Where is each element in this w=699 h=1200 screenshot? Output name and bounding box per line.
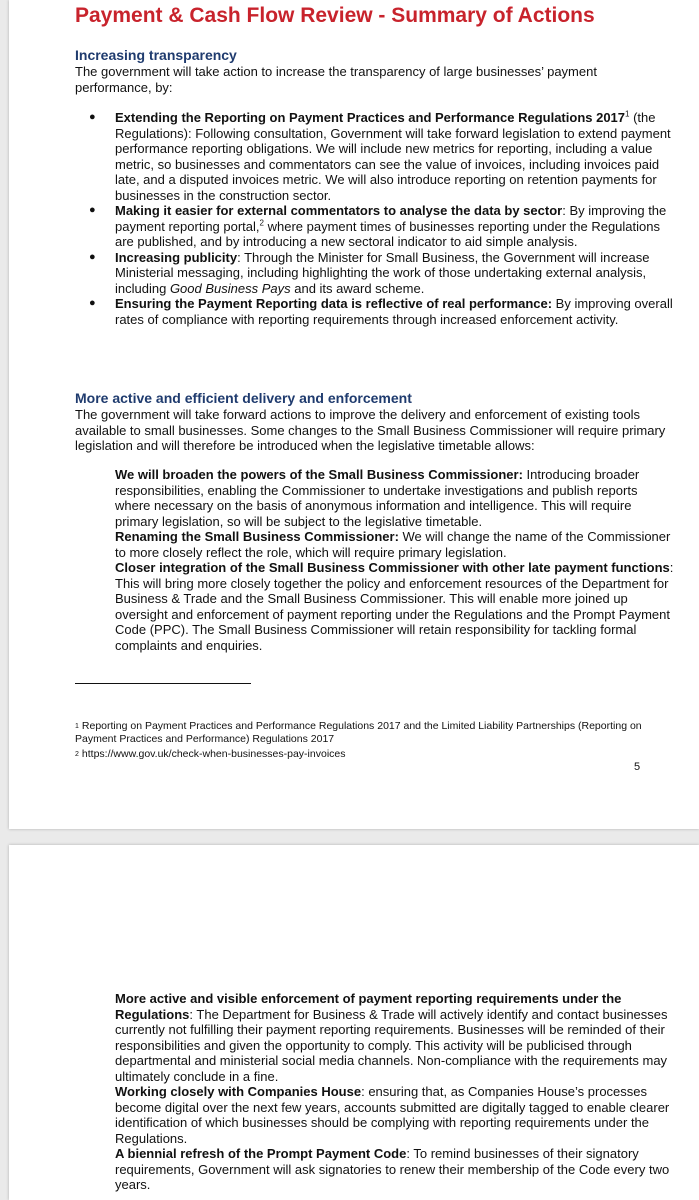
section-delivery-enforcement [75, 390, 675, 454]
item-bold-lead: Ensuring the Payment Reporting data is reflective of real performance: [115, 296, 553, 311]
footnote-ref: 2 [259, 218, 264, 228]
item-bold-lead: We will broaden the powers of the Small Business Commissioner: [115, 467, 523, 482]
section-intro: The government will take forward actions to improve the delivery and enforcement of existing tools available to small businesses. Some changes to the Small Business Commissioner will require primary legislation and will therefore be introduced when the legislative timetable allows: [75, 407, 666, 453]
list-item [75, 296, 675, 327]
list-item [75, 203, 675, 250]
footnote-text: Reporting on Payment Practices and Performance Regulations 2017 and the Limited Liability Partnerships (Reporting on Payment Practices and Performance) Regulations 2017 [75, 720, 642, 745]
transparency-bullet-list [75, 110, 675, 327]
item-bold-lead: A biennial refresh of the Prompt Payment Code [115, 1146, 407, 1161]
item-bold-lead: Increasing publicity [115, 249, 238, 265]
item-text: We will change the name of the Commissioner to more closely reflect the role, which will require primary legislation. [115, 529, 671, 560]
page-title: Payment & Cash Flow Review - Summary of Actions [75, 4, 595, 27]
item-bold-lead: Making it easier for external commentators to analyse the data by sector [115, 203, 563, 218]
footnote-ref: 1 [625, 109, 630, 119]
section-intro: The government will take action to increase the transparency of large businesses’ payment performance, by: [75, 64, 597, 95]
item-text: : ensuring that, as Companies House’s processes become digital over the next few years, accounts submitted are digitally tagged to enable clearer identification of which businesses should be complying with reporting requirements under the Regulations. [115, 1084, 670, 1146]
list-item [115, 1084, 675, 1146]
section-heading: More active and efficient delivery and enforcement [75, 390, 412, 406]
document-page-2 [9, 845, 699, 1200]
section-heading: Increasing transparency [75, 47, 237, 63]
item-text: Introducing broader responsibilities, enabling the Commissioner to undertake investigations and publish reports where necessary on the basis of anonymous information and intelligence. This will require primary legislation, so will be subject to the legislative timetable. [115, 467, 640, 529]
item-text: : To remind businesses of their signatory requirements, Government will ask signatories to renew their membership of the Code every two years. [115, 1146, 670, 1192]
enforcement-actions-list [115, 991, 675, 1193]
item-text: By improving overall rates of compliance with reporting requirements through increased enforcement activity. [115, 296, 673, 327]
page-number: 5 [634, 761, 641, 773]
item-text: and its award scheme. [290, 280, 425, 296]
bullet-icon: ● [89, 250, 96, 263]
footnote-1 [75, 720, 675, 746]
item-bold-lead: Closer integration of the Small Business Commissioner with other late payment functions [115, 560, 670, 575]
list-item [115, 1146, 675, 1193]
item-text: : This will bring more closely together the policy and enforcement resources of the Department for Business & Trade and the Small Business Commissioner. This will enable more joined up oversight and enforcement of payment reporting under the Regulations and the Prompt Payment Code (PPC). The Small Business Commissioner will retain responsibility for tackling formal complaints and enquiries. [115, 560, 674, 653]
item-italic: Good Business Pays [169, 280, 291, 296]
footnote-number: 1 [75, 723, 79, 730]
footnote-link[interactable]: https://www.gov.uk/check-when-businesses-pay-invoices [81, 748, 346, 760]
footnote-2 [75, 748, 675, 761]
item-text: where payment times of businesses reporting under the Regulations are published, and by introducing a new sectoral indicator to aid simple analysis. [115, 218, 660, 249]
list-item [115, 529, 675, 560]
footnote-divider [75, 683, 251, 684]
item-text: : The Department for Business & Trade will actively identify and contact businesses currently not fulfilling their payment reporting requirements. Businesses will be reminded of their responsibilities and given the opportunity to comply. This activity will be publicised through departmental and ministerial social media channels. Non-compliance with the requirements may ultimately conclude in a fine. [115, 1006, 668, 1084]
bullet-icon: ● [89, 111, 96, 123]
list-item [75, 250, 675, 297]
list-item [115, 991, 675, 1084]
item-bold-lead: Working closely with Companies House [115, 1084, 362, 1099]
footnote-number: 2 [75, 751, 79, 758]
list-item [115, 560, 675, 653]
delivery-actions-list [115, 467, 675, 653]
item-bold-lead: More active and visible enforcement of payment reporting requirements under the Regulations [115, 991, 622, 1022]
list-item [75, 110, 675, 203]
item-bold-lead: Extending the Reporting on Payment Practices and Performance Regulations 2017 [115, 110, 626, 125]
document-page-1 [9, 0, 699, 829]
section-increasing-transparency [75, 47, 675, 95]
item-text: (the Regulations): Following consultation, Government will take forward legislation to extend payment performance reporting obligations. We will include new metrics for reporting, including a value metric, so businesses and commentators can see the value of invoices, including invoices paid late, and a disputed invoices metric. We will also introduce reporting on retention payments for businesses in the construction sector. [115, 110, 671, 203]
item-text: : Through the Minister for Small Business, the Government will increase Ministerial messaging, including highlighting the work of those undertaking external analysis, including [115, 249, 650, 296]
item-bold-lead: Renaming the Small Business Commissioner: [115, 529, 399, 544]
bullet-icon: ● [89, 297, 96, 309]
list-item [115, 467, 675, 529]
bullet-icon: ● [89, 204, 96, 216]
item-text: : By improving the payment reporting portal, [115, 203, 667, 234]
